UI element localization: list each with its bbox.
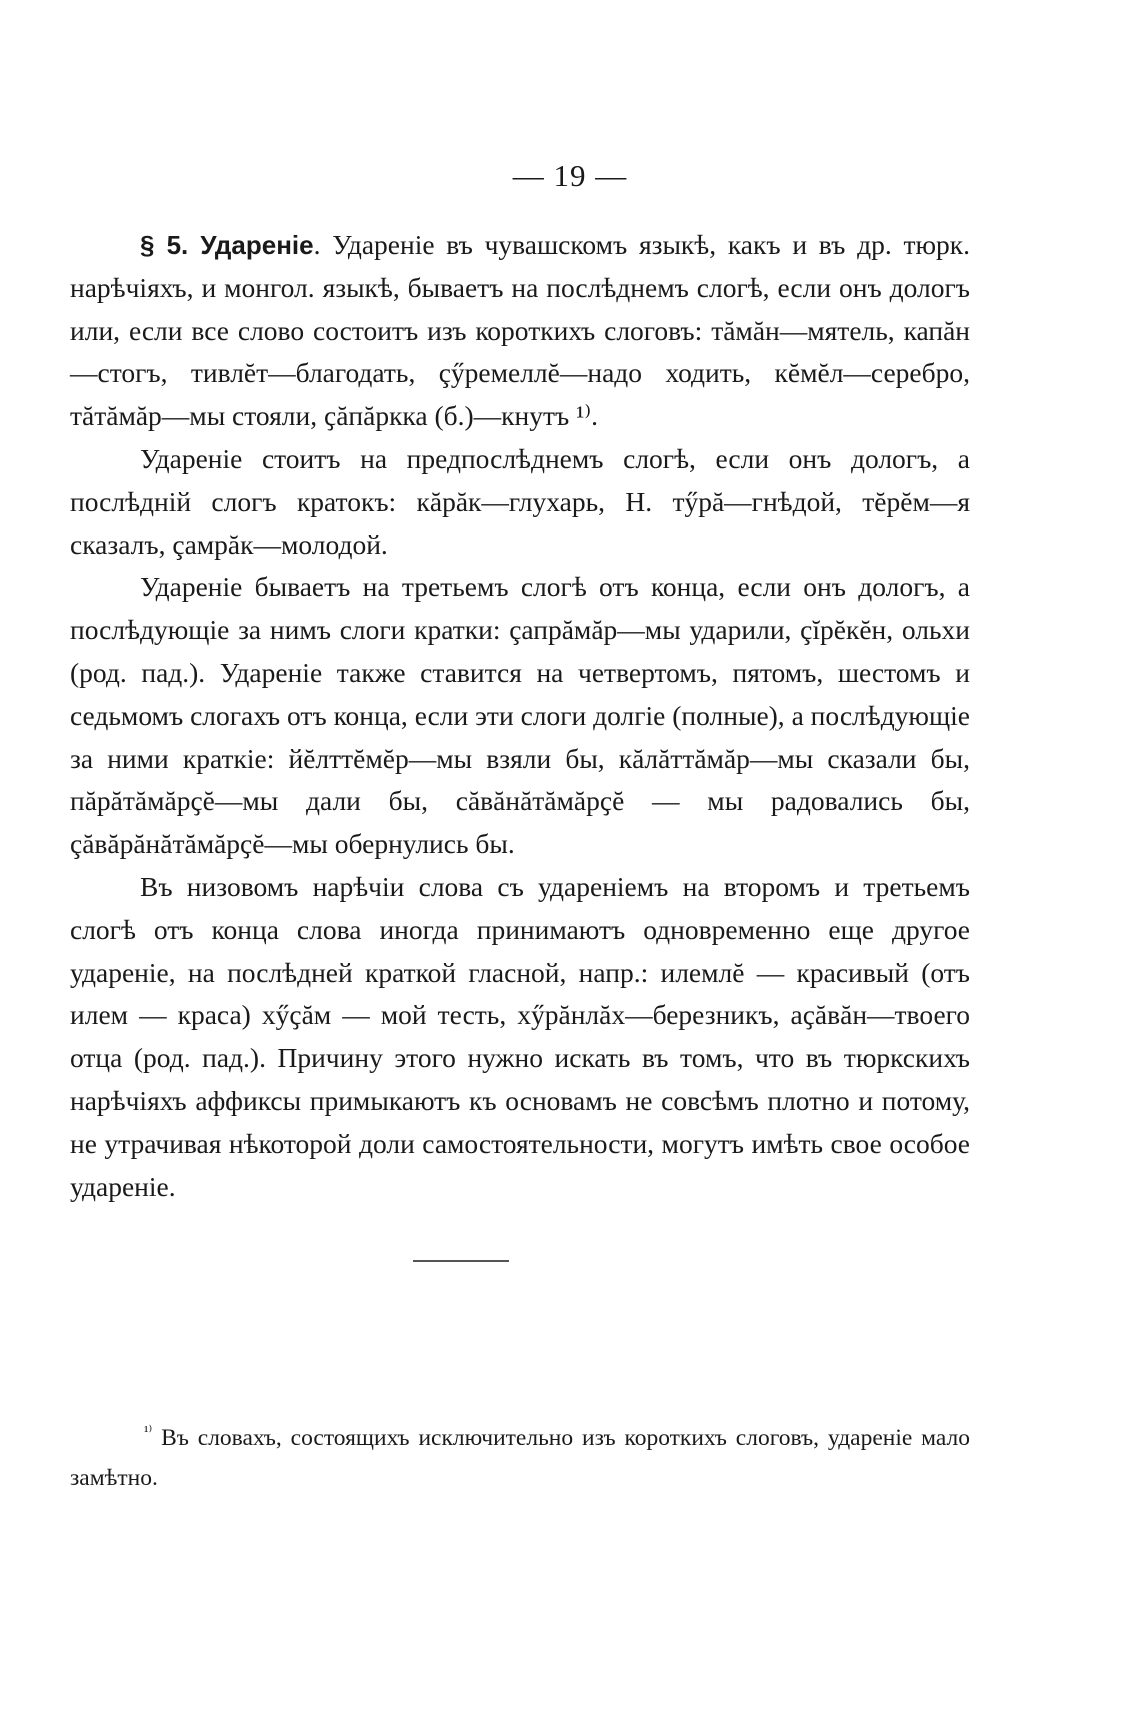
footnote-text: Въ словахъ, состоящихъ исключительно изъ короткихъ слоговъ, удареніе мало замѣтно. <box>70 1425 970 1491</box>
footnote <box>70 1418 970 1498</box>
paragraph-3: Удареніе бываетъ на третьемъ слогѣ отъ конца, если онъ дологъ, а послѣдующіе за нимъ слоги кратки: çапрăмăр—мы ударили, çĭрĕкĕн, ольхи (род. пад.). Удареніе также ставится на четвертомъ, пятомъ, шестомъ и седьмомъ слогахъ отъ конца, если эти слоги долгіе (полные), а послѣдующіе за ними краткіе: йĕлттĕмĕр—мы взяли бы, кăлăттăмăр—мы сказали бы, пăрăтăмăрҫĕ—мы дали бы, сăвăнăтăмăрҫĕ — мы радовались бы, çăвăрăнăтăмăрҫĕ—мы обернулись бы. <box>70 571 970 860</box>
section-heading: § 5. Удареніе <box>140 230 314 260</box>
page-number: — 19 — <box>512 158 628 193</box>
section-divider <box>413 1260 509 1262</box>
paragraph-2: Удареніе стоитъ на предпослѣднемъ слогѣ, если онъ дологъ, а послѣдній слогъ кратокъ: кăрăк—глухарь, Н. тӳрă—гнѣдой, тĕрĕм—я сказалъ, çамрăк—молодой. <box>70 442 970 560</box>
footnote-marker: ¹⁾ <box>144 1424 153 1440</box>
paragraph-1 <box>70 224 970 438</box>
main-text <box>70 224 970 1208</box>
paragraph-1-text: . Удареніе въ чувашскомъ языкѣ, какъ и въ др. тюрк. нарѣчіяхъ, и монгол. языкѣ, бываетъ на послѣднемъ слогѣ, если онъ дологъ или, если все слово состоитъ изъ короткихъ слоговъ: тăмăн—мятель, капăн—стогъ, тивлĕт—благодать, çӳремеллĕ—надо ходить, кĕмĕл—серебро, тăтăмăр—мы стояли, ҫăпăркка (б.)—кнутъ ¹⁾. <box>70 229 970 432</box>
paragraph-4: Въ низовомъ нарѣчіи слова съ удареніемъ на второмъ и третьемъ слогѣ отъ конца слова иногда принимаютъ одновременно еще другое удареніе, на послѣдней краткой гласной, напр.: илемлĕ — красивый (отъ илем — краса) хӳҫăм — мой тесть, хӳрăнлăх—березникъ, аҫăвăн—твоего отца (род. пад.). Причину этого нужно искать въ томъ, что въ тюркскихъ нарѣчіяхъ аффиксы примыкаютъ къ основамъ не совсѣмъ плотно и потому, не утрачивая нѣкоторой доли самостоятельности, могутъ имѣть свое особое удареніе. <box>70 870 970 1202</box>
